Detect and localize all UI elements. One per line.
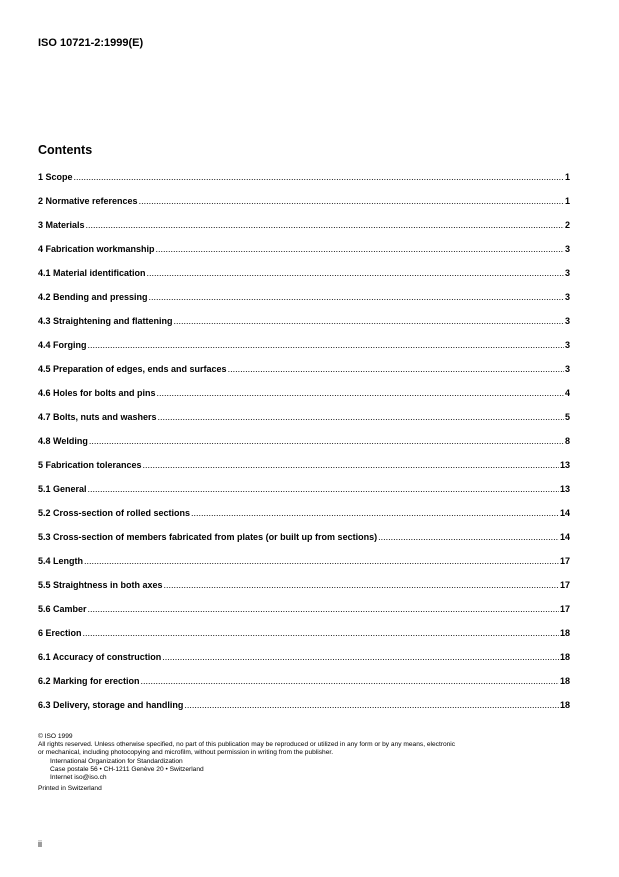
toc-entry[interactable]: [38, 532, 570, 556]
toc-entry[interactable]: [38, 316, 570, 340]
toc-leader-dots: [139, 196, 564, 206]
toc-entry-page: 4: [564, 388, 570, 398]
page-number: ii: [38, 839, 42, 849]
toc-entry[interactable]: [38, 580, 570, 604]
toc-entry-label: 4.8 Welding: [38, 436, 88, 446]
toc-leader-dots: [156, 244, 564, 254]
toc-entry-page: 3: [564, 340, 570, 350]
document-id-header: ISO 10721-2:1999(E): [38, 37, 144, 49]
toc-leader-dots: [191, 508, 559, 518]
toc-entry-label: 5.3 Cross-section of members fabricated from plates (or built up from sections): [38, 532, 378, 542]
toc-entry-label: 6.1 Accuracy of construction: [38, 652, 162, 662]
toc-entry-page: 3: [564, 244, 570, 254]
toc-entry-label: 1 Scope: [38, 172, 73, 182]
toc-leader-dots: [143, 460, 559, 470]
contents-heading: Contents: [38, 143, 93, 157]
toc-entry-page: 8: [564, 436, 570, 446]
toc-entry-label: 4.6 Holes for bolts and pins: [38, 388, 156, 398]
toc-entry[interactable]: [38, 652, 570, 676]
toc-entry[interactable]: [38, 700, 570, 724]
toc-entry-page: 3: [564, 316, 570, 326]
toc-entry-label: 2 Normative references: [38, 196, 138, 206]
toc-leader-dots: [149, 292, 564, 302]
toc-leader-dots: [184, 700, 559, 710]
toc-entry-page: 13: [559, 484, 570, 494]
toc-entry[interactable]: [38, 628, 570, 652]
toc-entry-page: 17: [559, 604, 570, 614]
toc-leader-dots: [378, 532, 559, 542]
toc-entry-label: 4.1 Material identification: [38, 268, 146, 278]
toc-entry[interactable]: [38, 676, 570, 700]
organization-name: International Organization for Standardization: [50, 757, 183, 765]
toc-entry-label: 5.4 Length: [38, 556, 84, 566]
toc-leader-dots: [164, 580, 559, 590]
toc-entry-page: 1: [564, 196, 570, 206]
toc-leader-dots: [162, 652, 559, 662]
toc-entry[interactable]: [38, 388, 570, 412]
toc-entry-label: 5.2 Cross-section of rolled sections: [38, 508, 191, 518]
toc-entry-page: 18: [559, 700, 570, 710]
toc-entry-page: 18: [559, 676, 570, 686]
rights-line-2: or mechanical, including photocopying and microfilm, without permission in writing from the publisher.: [38, 749, 334, 757]
toc-entry-page: 3: [564, 268, 570, 278]
toc-entry[interactable]: [38, 508, 570, 532]
toc-entry-page: 17: [559, 556, 570, 566]
toc-leader-dots: [83, 628, 559, 638]
toc-leader-dots: [228, 364, 564, 374]
toc-entry-page: 3: [564, 292, 570, 302]
toc-entry-label: 6.2 Marking for erection: [38, 676, 140, 686]
toc-entry-page: 18: [559, 652, 570, 662]
toc-entry-label: 4.3 Straightening and flattening: [38, 316, 173, 326]
toc-entry-label: 6.3 Delivery, storage and handling: [38, 700, 184, 710]
toc-entry-page: 2: [564, 220, 570, 230]
toc-entry-page: 14: [559, 532, 570, 542]
toc-entry[interactable]: [38, 244, 570, 268]
toc-leader-dots: [88, 340, 564, 350]
toc-entry-page: 5: [564, 412, 570, 422]
toc-leader-dots: [158, 412, 564, 422]
toc-entry-label: 5.6 Camber: [38, 604, 87, 614]
toc-entry-page: 3: [564, 364, 570, 374]
toc-leader-dots: [86, 220, 564, 230]
toc-leader-dots: [84, 556, 559, 566]
toc-entry[interactable]: [38, 340, 570, 364]
toc-leader-dots: [174, 316, 564, 326]
toc-entry-page: 14: [559, 508, 570, 518]
toc-entry[interactable]: [38, 364, 570, 388]
toc-leader-dots: [74, 172, 564, 182]
toc-entry-label: 4.2 Bending and pressing: [38, 292, 148, 302]
toc-entry-page: 17: [559, 580, 570, 590]
rights-line-1: All rights reserved. Unless otherwise specified, no part of this publication may be reproduced or utilized in any form or by any means, electronic: [38, 741, 456, 749]
toc-entry-label: 4.5 Preparation of edges, ends and surfaces: [38, 364, 227, 374]
toc-leader-dots: [147, 268, 564, 278]
toc-entry[interactable]: [38, 604, 570, 628]
toc-entry-label: 6 Erection: [38, 628, 82, 638]
table-of-contents: [38, 172, 570, 724]
copyright-notice: [38, 733, 578, 793]
toc-entry[interactable]: [38, 292, 570, 316]
toc-entry-label: 4.4 Forging: [38, 340, 87, 350]
toc-entry-page: 1: [564, 172, 570, 182]
postal-address: Case postale 56 • CH-1211 Genève 20 • Switzerland: [50, 765, 204, 773]
toc-leader-dots: [157, 388, 564, 398]
toc-leader-dots: [89, 436, 564, 446]
toc-leader-dots: [88, 484, 559, 494]
toc-entry-label: 4 Fabrication workmanship: [38, 244, 155, 254]
toc-entry[interactable]: [38, 172, 570, 196]
copyright-line: © ISO 1999: [38, 733, 73, 740]
toc-entry[interactable]: [38, 484, 570, 508]
printed-in: Printed in Switzerland: [38, 785, 102, 793]
toc-entry-label: 4.7 Bolts, nuts and washers: [38, 412, 157, 422]
toc-leader-dots: [88, 604, 559, 614]
toc-entry[interactable]: [38, 196, 570, 220]
toc-entry[interactable]: [38, 220, 570, 244]
toc-entry[interactable]: [38, 460, 570, 484]
toc-entry[interactable]: [38, 412, 570, 436]
toc-entry-page: 18: [559, 628, 570, 638]
toc-entry[interactable]: [38, 268, 570, 292]
toc-leader-dots: [141, 676, 559, 686]
toc-entry[interactable]: [38, 436, 570, 460]
toc-entry-label: 3 Materials: [38, 220, 85, 230]
internet-contact: Internet iso@iso.ch: [50, 774, 107, 782]
toc-entry-label: 5 Fabrication tolerances: [38, 460, 142, 470]
toc-entry[interactable]: [38, 556, 570, 580]
toc-entry-page: 13: [559, 460, 570, 470]
toc-entry-label: 5.5 Straightness in both axes: [38, 580, 163, 590]
toc-entry-label: 5.1 General: [38, 484, 87, 494]
